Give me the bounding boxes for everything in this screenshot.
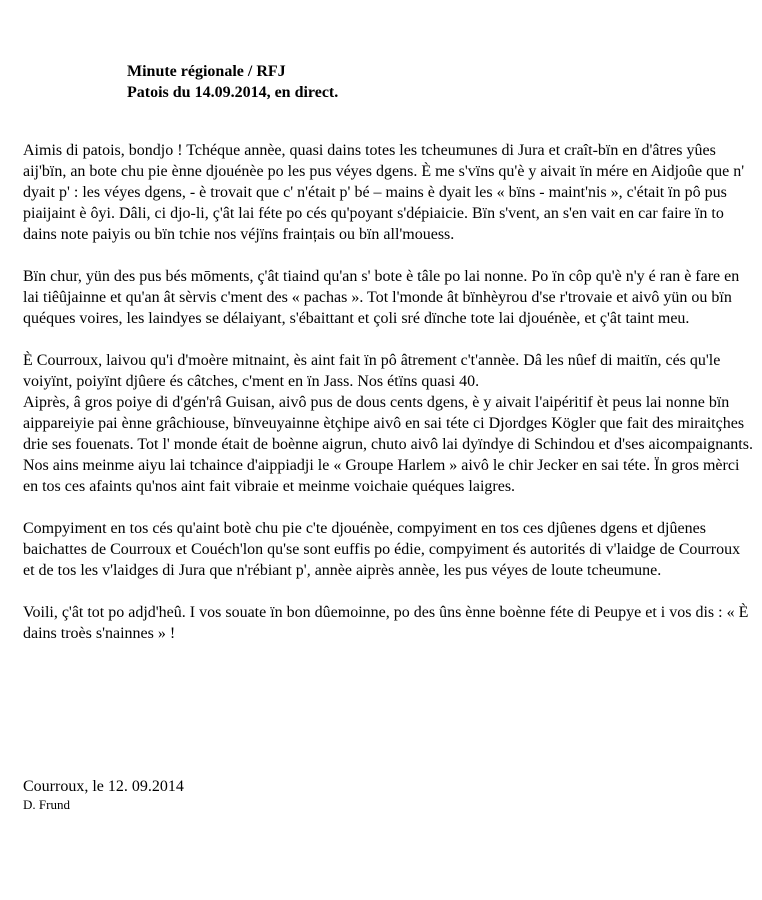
paragraph-lunch: Bïn chur, yün des pus bés mōments, ç'ât tiaind qu'an s' bote è tâle po lai nonne. Po ïn côp qu'è n'y é ran è fare en lai tiêûjainne et qu'an ât sèrvis c'ment des « pachas ». Tot l'monde ât bïnhèyrou d'se r'trovaie et aivô yün ou bïn quéques voires, les laindyes se délaiyant, s'ébaittant et çoli sré dïnche tote lai djouénèe, et ç'ât taint meu. (23, 268, 740, 327)
paragraph-courroux: È Courroux, laivou qu'i d'moère mitnaint, ès aint fait ïn pô âtrement c't'annèe. Dâ les nûef di maitïn, cés qu'le voiyïnt, poiyïnt djûere és câtches, c'ment en ïn Jass. Nos étïns quasi 40. (23, 352, 721, 390)
author-signature: D. Frund (23, 797, 70, 812)
place-date: Courroux, le 12. 09.2014 (23, 778, 184, 795)
paragraph-greeting: Aimis di patois, bondjo ! Tchéque annèe, quasi dains totes les tcheumunes di Jura et craît-bïn en d'âtres yûes aij'bïn, an bote chu pie ènne djouénèe po les pus véyes dgens. È me s'vïns qu'è y aivait ïn mére en Aidjoûe que n' dyait p' : les véyes dgens, - è trovait que c' n'était p' bé – mains è dyait les « bïns - maint'nis », c'était ïn pô pus piaijaint è ôyi. Dâli, ci djo-li, ç'ât lai féte po cés qu'poyant s'dépiaicie. Bïn s'vent, an s'en vait en car faire ïn to dains note paiyis ou bïn tchie nos véjïns fraințais ou bïn all'mouess. (23, 142, 745, 243)
document-body (23, 140, 753, 665)
paragraph-thanks: Compyiment en tos cés qu'aint botè chu pie c'te djouénèe, compyiment en tos ces djûenes dgens et djûenes baichattes de Courroux et Couéch'lon qu'se sont euffis po édie, compyiment és autorités di v'laidge de Courroux et de tos les v'laidges di Jura que n'rébiant p', annèe aiprès annèe, les pus véyes de loute tcheumune. (23, 520, 741, 579)
paragraph-aperitif: Aiprès, â gros poiye di d'gén'râ Guisan, aivô pus de dous cents dgens, è y aivait l'aipéritif èt peus lai nonne bïn aippareiyie pai ènne grâchiouse, bïnveuyainne ètçhipe aivô en sai téte ci Djordges Kögler que fait des miraitçhes drie ses fouenats. Tot l' monde était de boènne aigrun, chuto aivô lai dyïndye di Schindou et d'ses aicompaignants. Nos ains meinme aiyu lai tchaince d'aippiadji le « Groupe Harlem » aivô le chir Jecker en sai téte. Ïn gros mèrci en tos ces afaints qu'nos aint fait vibraie et meinme voichaie quéques laigres. (23, 394, 753, 495)
header-subtitle: Patois du 14.09.2014, en direct. (127, 84, 339, 101)
document-header (127, 61, 338, 103)
header-title: Minute régionale / RFJ (127, 63, 286, 80)
paragraph-closing: Voili, ç'ât tot po adjd'heû. I vos souate ïn bon dûemoinne, po des ûns ènne boènne féte di Peupye et i vos dis : « È dains troès s'nainnes » ! (23, 604, 749, 642)
